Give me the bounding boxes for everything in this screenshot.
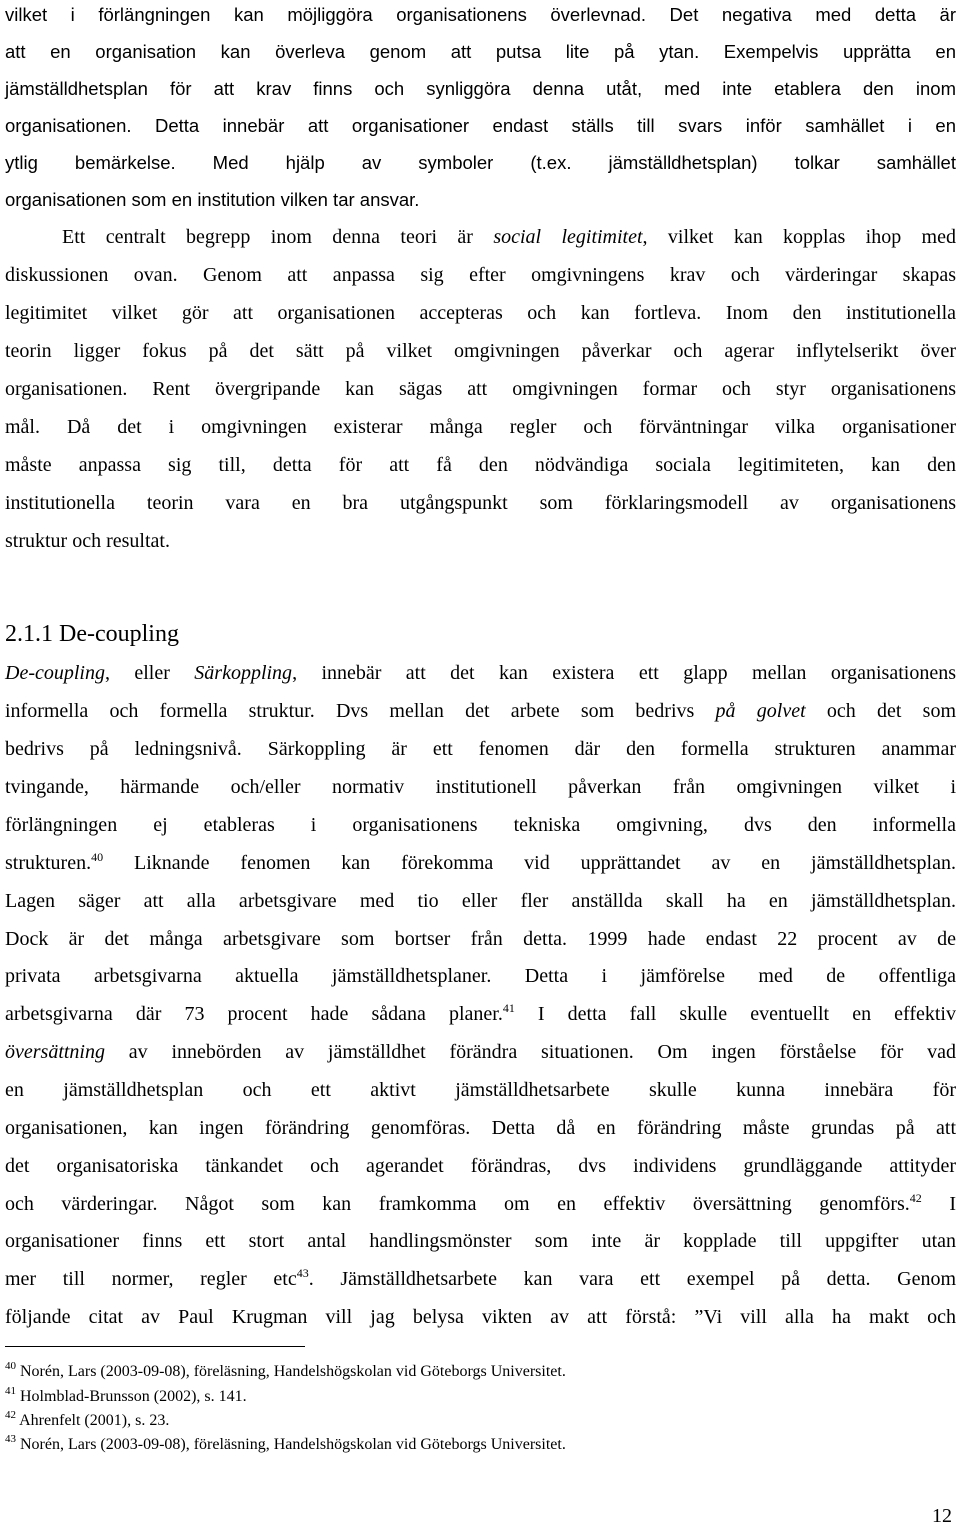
footnote-ref: 43 (296, 1266, 309, 1280)
paragraph-line: jämställdhetsplan för att krav finns och synliggöra denna utåt, med inte etablera den inom (5, 78, 956, 99)
paragraph-line: måste anpassa sig till, detta för att få den nödvändiga sociala legitimiteten, kan den (5, 454, 956, 476)
paragraph-line: struktur och resultat. (5, 530, 170, 552)
paragraph-line: legitimitet vilket gör att organisationen accepteras och kan fortleva. Inom den institutionella (5, 302, 956, 324)
paragraph-line: tvingande, härmande och/eller normativ institutionell påverkan från omgivningen vilket i (5, 776, 956, 798)
paragraph-line: vilket i förlängningen kan möjliggöra organisationens överlevnad. Det negativa med detta är (5, 4, 956, 25)
paragraph-line: Ett centralt begrepp inom denna teori är social legitimitet, vilket kan kopplas ihop med (62, 226, 956, 248)
footnote-ref: 40 (91, 850, 104, 864)
paragraph-line: arbetsgivarna där 73 procent hade sådana planer.$^{41}$ I detta fall skulle eventuellt en effektiv (5, 1001, 956, 1025)
paragraph-line: Lagen säger att alla arbetsgivare med tio eller fler anställda skall ha en jämställdhetsplan. (5, 890, 956, 912)
paragraph-line: en jämställdhetsplan och ett aktivt jämställdhetsarbete skulle kunna innebära för (5, 1079, 956, 1101)
paragraph-line: institutionella teorin vara en bra utgångspunkt som förklaringsmodell av organisationens (5, 492, 956, 514)
footnote-ref: 42 (909, 1191, 922, 1205)
page-number: 12 (932, 1505, 952, 1527)
footnote-separator (5, 1346, 305, 1347)
paragraph-line: och värderingar. Något som kan framkomma om en effektiv översättning genomförs.$^{42}$ I (5, 1191, 956, 1215)
footnote: $^{43}$ Norén, Lars (2003-09-08), föreläsning, Handelshögskolan vid Göteborgs Universitet. (5, 1433, 566, 1453)
paragraph-line: organisationen. Detta innebär att organisationer endast ställs till svars inför samhället i en (5, 115, 956, 136)
paragraph-line: organisationen som en institution vilken tar ansvar. (5, 189, 420, 210)
section-heading: 2.1.1 De-coupling (5, 621, 179, 647)
paragraph-line: organisationen. Rent övergripande kan sägas att omgivningen formar och styr organisationens (5, 378, 956, 400)
paragraph-line: mål. Då det i omgivningen existerar många regler och förväntningar vilka organisationer (5, 416, 956, 438)
footnote: $^{40}$ Norén, Lars (2003-09-08), föreläsning, Handelshögskolan vid Göteborgs Universitet. (5, 1360, 566, 1380)
paragraph-line: förlängningen ej etableras i organisationens tekniska omgivning, dvs den informella (5, 814, 956, 836)
italic-term: social legitimitet (493, 226, 643, 248)
footnote-ref: 41 (502, 1001, 515, 1015)
paragraph-line: diskussionen ovan. Genom att anpassa sig efter omgivningens krav och värderingar skapas (5, 264, 956, 286)
paragraph-line: De-coupling, eller Särkoppling, innebär att det kan existera ett glapp mellan organisationens (5, 662, 956, 684)
paragraph-line: informella och formella struktur. Dvs mellan det arbete som bedrivs på golvet och det som (5, 700, 956, 722)
paragraph-line: teorin ligger fokus på det sätt på vilket omgivningen påverkar och agerar inflytelserikt över (5, 340, 956, 362)
paragraph-line: organisationen, kan ingen förändring genomföras. Detta då en förändring måste grundas på att (5, 1117, 956, 1139)
paragraph-line: det organisatoriska tänkandet och agerandet förändras, dvs individens grundläggande attityder (5, 1155, 956, 1177)
footnote: $^{41}$ Holmblad-Brunsson (2002), s. 141. (5, 1385, 247, 1405)
footnote: $^{42}$ Ahrenfelt (2001), s. 23. (5, 1409, 170, 1429)
paragraph-line: organisationer finns ett stort antal handlingsmönster som inte är kopplade till uppgifter utan (5, 1230, 956, 1252)
paragraph-line: bedrivs på ledningsnivå. Särkoppling är ett fenomen där den formella strukturen anammar (5, 738, 956, 760)
paragraph-line: att en organisation kan överleva genom att putsa lite på ytan. Exempelvis upprätta en (5, 41, 956, 62)
paragraph-line: översättning av innebörden av jämställdhet förändra situationen. Om ingen förståelse för vad (5, 1041, 956, 1063)
paragraph-line: strukturen.$^{40}$ Liknande fenomen kan förekomma vid upprättandet av en jämställdhetsplan. (5, 850, 956, 874)
paragraph-line: Dock är det många arbetsgivare som bortser från detta. 1999 hade endast 22 procent av de (5, 928, 956, 950)
paragraph-line: privata arbetsgivarna aktuella jämställdhetsplaner. Detta i jämförelse med de offentliga (5, 965, 956, 987)
paragraph-line: mer till normer, regler etc$^{43}$. Jämställdhetsarbete kan vara ett exempel på detta. Genom (5, 1266, 957, 1290)
paragraph-line: följande citat av Paul Krugman vill jag belysa vikten av att förstå: ”Vi vill alla ha makt och (5, 1306, 956, 1328)
paragraph-line: ytlig bemärkelse. Med hjälp av symboler (t.ex. jämställdhetsplan) tolkar samhället (5, 152, 956, 173)
